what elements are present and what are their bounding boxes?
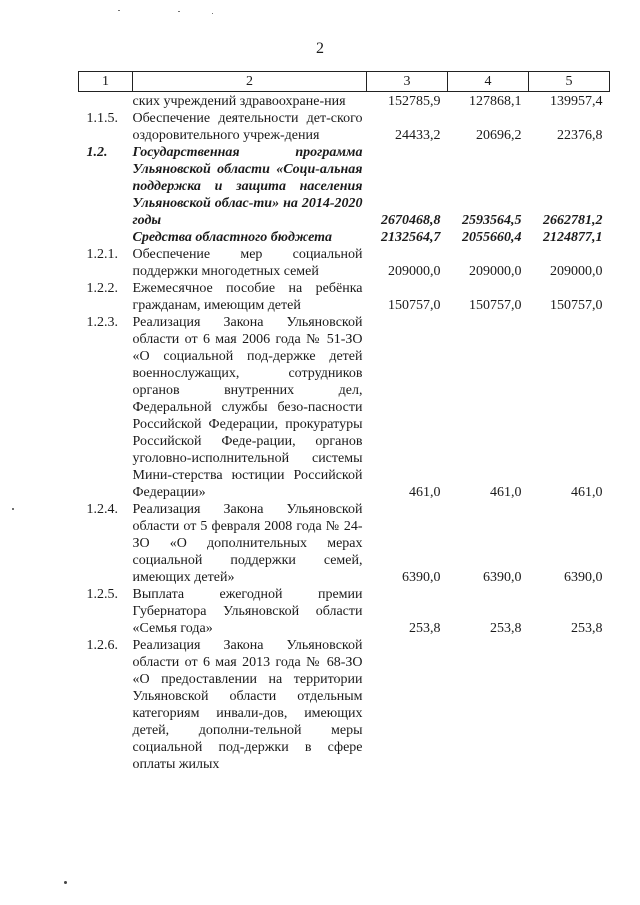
row-value-col-5: 2124877,1	[543, 230, 603, 245]
row-number: 1.2.3.	[86, 315, 118, 330]
table-row	[79, 280, 610, 314]
row-name: ских учреждений здравоохране-ния	[132, 94, 346, 109]
header-col-4: 4	[448, 72, 529, 92]
row-value-col-4: 2593564,5	[462, 213, 522, 228]
row-value-col-4: 127868,1	[469, 94, 522, 109]
row-value-col-4: 6390,0	[483, 570, 522, 585]
row-value-col-3: 209000,0	[388, 264, 441, 279]
row-value-col-4	[448, 637, 529, 773]
row-number: 1.2.	[86, 145, 108, 160]
row-name: Ежемесячное пособие на ребёнка гражданам, имеющим детей	[132, 281, 363, 313]
row-value-col-3: 150757,0	[388, 298, 441, 313]
row-number: 1.2.6.	[86, 638, 118, 653]
row-value-col-5: 6390,0	[564, 570, 603, 585]
row-value-col-4: 150757,0	[469, 298, 522, 313]
row-value-col-4: 2055660,4	[462, 230, 522, 245]
table-row	[79, 637, 610, 773]
row-value-col-3: 2132564,7	[381, 230, 441, 245]
table-header-row	[79, 72, 610, 92]
row-value-col-3: 6390,0	[402, 570, 441, 585]
row-value-col-5	[529, 637, 610, 773]
row-name: Реализация Закона Ульяновской области от 6 мая 2013 года № 68-ЗО «О предоставлении на территории Ульяновской области отдельным категориям инвали-дов, имеющих детей, дополни-тельной меры социальной под-держки в сфере оплаты жилых	[132, 638, 363, 772]
row-value-col-5: 2662781,2	[543, 213, 603, 228]
header-col-3: 3	[367, 72, 448, 92]
row-value-col-3: 461,0	[409, 485, 441, 500]
page-number: 2	[316, 40, 324, 57]
row-number	[79, 92, 133, 111]
header-col-5: 5	[529, 72, 610, 92]
table-row	[79, 110, 610, 144]
row-name: Реализация Закона Ульяновской области от 6 мая 2006 года № 51-ЗО «О социальной под-держке детей военнослужащих, сотрудников органов внутренних дел, Федеральной службы безо-пасности Российской Федерации, прокуратуры Российской Феде-рации, органов уголовно-исполнительной системы Мини-стерства юстиции Российской Федерации»	[132, 315, 363, 500]
table-row	[79, 92, 610, 111]
row-value-col-3: 152785,9	[388, 94, 441, 109]
row-number: 1.2.2.	[86, 281, 118, 296]
row-value-col-4: 209000,0	[469, 264, 522, 279]
row-value-col-5: 209000,0	[550, 264, 603, 279]
scan-speck	[64, 881, 67, 884]
row-name: Выплата ежегодной премии Губернатора Ульяновской области «Семья года»	[132, 587, 363, 636]
table-row	[79, 314, 610, 501]
row-number: 1.2.4.	[86, 502, 118, 517]
row-value-col-5: 461,0	[571, 485, 603, 500]
table-row	[79, 246, 610, 280]
budget-table	[78, 71, 610, 773]
row-value-col-4: 253,8	[490, 621, 522, 636]
scan-speck	[178, 11, 180, 12]
row-number: 1.2.1.	[86, 247, 118, 262]
row-value-col-5: 150757,0	[550, 298, 603, 313]
row-name: Средства областного бюджета	[132, 230, 332, 245]
row-value-col-4: 20696,2	[476, 128, 522, 143]
table-row	[79, 586, 610, 637]
table-row	[79, 229, 610, 246]
row-number: 1.2.5.	[86, 587, 118, 602]
table-row	[79, 144, 610, 229]
scan-speck	[118, 10, 120, 11]
header-col-2: 2	[133, 72, 367, 92]
scan-speck	[212, 13, 213, 14]
row-value-col-5: 22376,8	[557, 128, 603, 143]
row-name: Государственная программа Ульяновской области «Соци-альная поддержка и защита населения Ульяновской облас-ти» на 2014-2020 годы	[132, 145, 363, 228]
row-value-col-5: 253,8	[571, 621, 603, 636]
row-name: Обеспечение деятельности дет-ского оздоровительного учреж-дения	[132, 111, 363, 143]
row-name: Обеспечение мер социальной поддержки многодетных семей	[132, 247, 363, 279]
scan-speck	[12, 508, 14, 510]
row-value-col-3: 24433,2	[395, 128, 441, 143]
row-value-col-4: 461,0	[490, 485, 522, 500]
header-col-1: 1	[79, 72, 133, 92]
table-row	[79, 501, 610, 586]
row-name: Реализация Закона Ульяновской области от 5 февраля 2008 года № 24-ЗО «О дополнительных мерах социальной поддержки семей, имеющих детей»	[132, 502, 363, 585]
row-value-col-3: 253,8	[409, 621, 441, 636]
row-value-col-3	[367, 637, 448, 773]
row-number: 1.1.5.	[86, 111, 118, 126]
row-number	[79, 229, 133, 246]
table-body	[79, 92, 610, 774]
row-value-col-5: 139957,4	[550, 94, 603, 109]
row-value-col-3: 2670468,8	[381, 213, 441, 228]
